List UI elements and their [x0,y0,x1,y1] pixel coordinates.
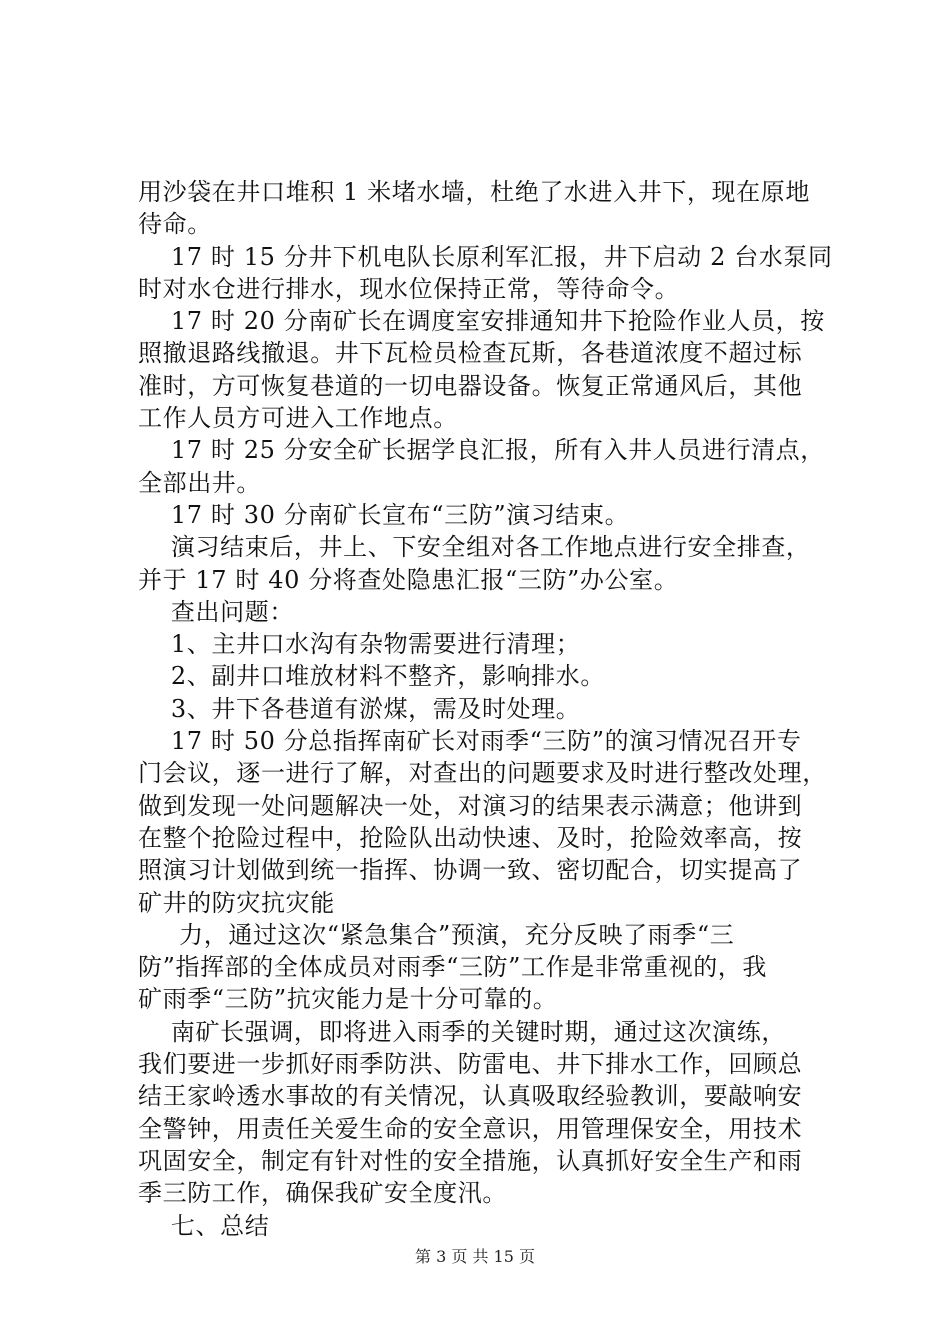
text-line: 工作人员方可进入工作地点。 [138,404,458,433]
text-line: 巩固安全，制定有针对性的安全措施，认真抓好安全生产和雨 [138,1146,803,1175]
text-line: 我们要进一步抓好雨季防洪、防雷电、井下排水工作，回顾总 [138,1050,803,1079]
text-line: 查出问题： [138,597,294,626]
text-line: 17 时 30 分南矿长宣布“三防”演习结束。 [138,500,630,529]
page-footer: 第 3 页 共 15 页 [415,1247,535,1266]
text-line: 矿井的防灾抗灾能 [138,888,335,917]
text-line: 南矿长强调，即将进入雨季的关键时期，通过这次演练， [138,1017,786,1046]
text-line: 在整个抢险过程中，抢险队出动快速、及时，抢险效率高，按 [138,823,803,852]
text-line: 2、副井口堆放材料不整齐，影响排水。 [138,662,605,691]
text-line: 防”指挥部的全体成员对雨季“三防”工作是非常重视的，我 [138,953,768,982]
text-line: 3、井下各巷道有淤煤，需及时处理。 [138,694,581,723]
text-line: 17 时 15 分井下机电队长原利军汇报，井下启动 2 台水泵同 [138,242,833,271]
text-line: 17 时 50 分总指挥南矿长对雨季“三防”的演习情况召开专 [138,727,802,756]
body-text [138,176,850,1242]
text-line: 照撤退路线撤退。井下瓦检员检查瓦斯，各巷道浓度不超过标 [138,339,803,368]
text-line: 17 时 20 分南矿长在调度室安排通知井下抢险作业人员，按 [138,307,825,336]
text-line: 照演习计划做到统一指挥、协调一致、密切配合，切实提高了 [138,856,803,885]
text-line: 全警钟，用责任关爱生命的安全意识，用管理保安全，用技术 [138,1114,803,1143]
text-line: 待命。 [138,210,212,239]
text-line: 力，通过这次“紧急集合”预演，充分反映了雨季“三 [138,920,735,949]
text-line: 1、主井口水沟有杂物需要进行清理； [138,630,581,659]
text-line: 门会议，逐一进行了解，对查出的问题要求及时进行整改处理， [138,759,827,788]
text-line: 时对水仓进行排水，现水位保持正常，等待命令。 [138,274,680,303]
text-line: 演习结束后，井上、下安全组对各工作地点进行安全排查， [138,533,811,562]
text-line: 结王家岭透水事故的有关情况，认真吸取经验教训，要敲响安 [138,1082,803,1111]
text-line: 并于 17 时 40 分将查处隐患汇报“三防”办公室。 [138,565,679,594]
text-line: 17 时 25 分安全矿长据学良汇报，所有入井人员进行清点， [138,436,825,465]
text-line: 准时，方可恢复巷道的一切电器设备。恢复正常通风后，其他 [138,371,803,400]
text-line: 全部出井。 [138,468,261,497]
text-line: 用沙袋在井口堆积 1 米堵水墙，杜绝了水进入井下，现在原地 [138,178,810,206]
text-line: 做到发现一处问题解决一处，对演习的结果表示满意；他讲到 [138,791,803,820]
text-line: 矿雨季“三防”抗灾能力是十分可靠的。 [138,985,558,1014]
text-line: 季三防工作，确保我矿安全度汛。 [138,1179,507,1208]
text-line: 七、总结 [138,1211,270,1240]
